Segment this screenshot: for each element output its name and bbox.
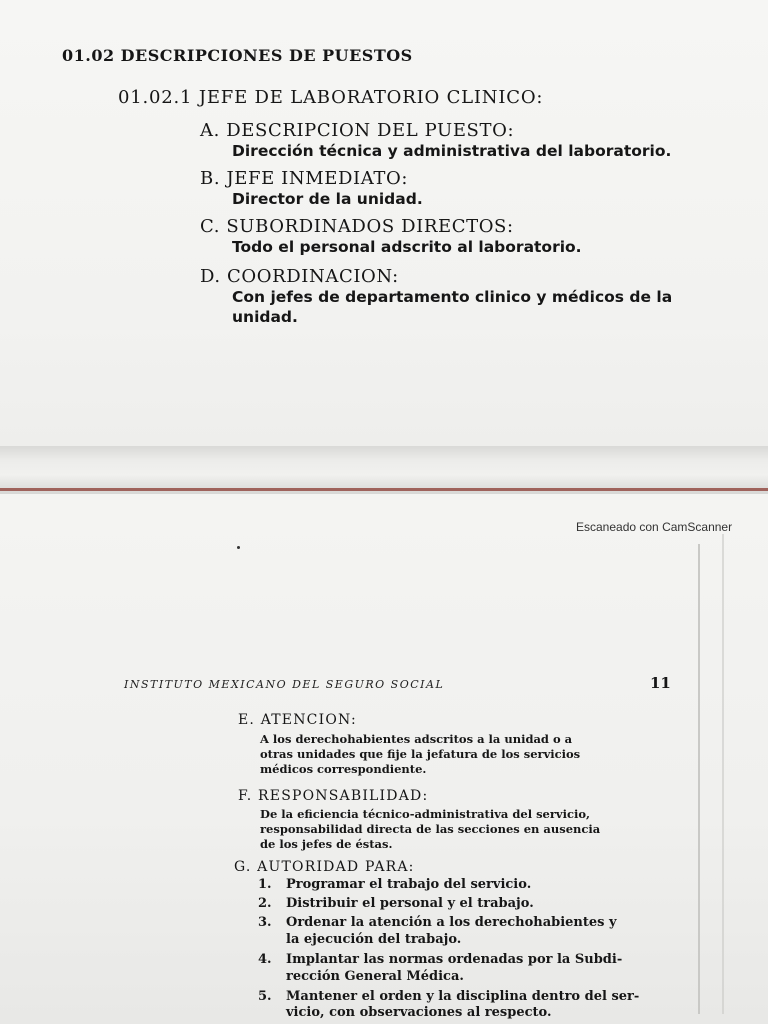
job-title: 01.02.1 JEFE DE LABORATORIO CLINICO: <box>118 87 544 108</box>
section-b-title: B. JEFE INMEDIATO: <box>200 168 408 189</box>
item-1-num: 1. <box>258 877 272 892</box>
page-number: 11 <box>650 674 671 692</box>
section-f-line3: de los jefes de éstas. <box>260 837 393 851</box>
section-e-title: E. ATENCION: <box>238 712 357 728</box>
section-f-title: F. RESPONSABILIDAD: <box>238 788 429 804</box>
speck <box>237 546 240 549</box>
section-a-title: A. DESCRIPCION DEL PUESTO: <box>200 120 515 141</box>
item-3-num: 3. <box>258 915 272 930</box>
section-heading: 01.02 DESCRIPCIONES DE PUESTOS <box>62 46 413 65</box>
scanned-page-bottom <box>0 494 768 1024</box>
scanned-page-top <box>0 0 768 452</box>
section-f-line2: responsabilidad directa de las secciones en ausencia <box>260 822 601 836</box>
page-fold-line <box>698 544 700 1014</box>
item-4-num: 4. <box>258 952 272 967</box>
item-1-text: Programar el trabajo del servicio. <box>286 877 532 892</box>
item-2-num: 2. <box>258 896 272 911</box>
section-c-title: C. SUBORDINADOS DIRECTOS: <box>200 216 514 237</box>
section-b-text: Director de la unidad. <box>232 190 423 208</box>
section-e-line1: A los derechohabientes adscritos a la unidad o a <box>260 732 573 746</box>
camscanner-watermark: Escaneado con CamScanner <box>576 520 733 534</box>
section-g-title: G. AUTORIDAD PARA: <box>234 859 415 875</box>
item-5-line1: Mantener el orden y la disciplina dentro del ser- <box>286 989 640 1004</box>
item-3-line1: Ordenar la atención a los derechohabientes y <box>286 915 617 930</box>
section-e-line2: otras unidades que fije la jefatura de los servicios <box>260 747 581 761</box>
section-d-text-line2: unidad. <box>232 308 298 326</box>
page-separator <box>0 446 768 494</box>
section-d-title: D. COORDINACION: <box>200 266 399 287</box>
page-edge-line <box>0 488 768 491</box>
page-fold-line-2 <box>722 534 724 1014</box>
item-4-line1: Implantar las normas ordenadas por la Subdi- <box>286 952 623 967</box>
section-a-text: Dirección técnica y administrativa del laboratorio. <box>232 142 672 160</box>
section-c-text: Todo el personal adscrito al laboratorio. <box>232 238 582 256</box>
item-2-text: Distribuir el personal y el trabajo. <box>286 896 534 911</box>
item-3-line2: la ejecución del trabajo. <box>286 932 462 947</box>
item-4-line2: rección General Médica. <box>286 969 464 984</box>
section-e-line3: médicos correspondiente. <box>260 762 427 776</box>
running-header: INSTITUTO MEXICANO DEL SEGURO SOCIAL <box>124 678 445 691</box>
section-f-line1: De la eficiencia técnico-administrativa del servicio, <box>260 807 591 821</box>
item-5-line2: vicio, con observaciones al respecto. <box>286 1005 552 1020</box>
item-5-num: 5. <box>258 989 272 1004</box>
section-d-text-line1: Con jefes de departamento clinico y médicos de la <box>232 288 673 306</box>
